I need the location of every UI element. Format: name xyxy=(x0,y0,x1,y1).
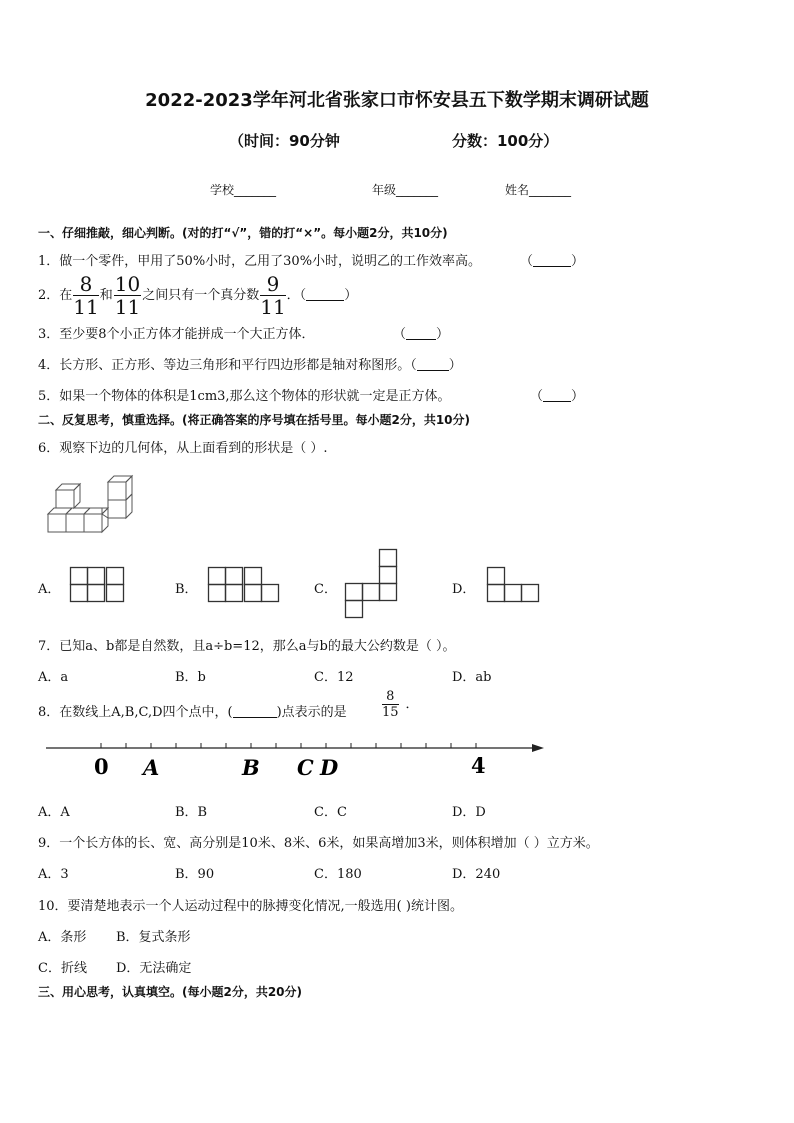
q9-option-a[interactable]: A．3 xyxy=(38,867,69,882)
question-2-and: 和 xyxy=(99,288,113,303)
question-3-answer xyxy=(393,323,449,342)
q6-option-c-label[interactable]: C． xyxy=(314,582,337,597)
q9-option-c[interactable]: C．180 xyxy=(314,867,362,882)
question-1-answer xyxy=(520,250,584,269)
denominator: 15 xyxy=(382,705,399,720)
q10-option-a[interactable]: A．条形 xyxy=(38,930,87,945)
question-3 xyxy=(38,323,315,342)
q7-option-d[interactable]: D．ab xyxy=(452,670,492,685)
question-5-text: 5．如果一个物体的体积是1cm3,那么这个物体的形状就一定是正方体。 xyxy=(38,389,451,404)
point-label-c: C xyxy=(297,755,314,780)
question-4-text: 4．长方形、正方形、等边三角形和平行四边形都是轴对称图形。（ xyxy=(38,358,417,373)
number-line-ticks xyxy=(101,743,476,748)
page-title: 2022-2023学年河北省张家口市怀安县五下数学期末调研试题 xyxy=(145,90,649,111)
q10-option-c[interactable]: C．折线 xyxy=(38,961,87,976)
question-10: 10．要清楚地表示一个人运动过程中的脉搏变化情况,一般选用( )统计图。 xyxy=(38,899,463,914)
denominator: 11 xyxy=(73,295,99,319)
q6-option-d-shape xyxy=(487,567,541,603)
paren-close: ） xyxy=(436,327,450,342)
grade-field: 年级_______ xyxy=(372,183,439,197)
section3-heading: 三、用心思考，认真填空。(每小题2分，共20分) xyxy=(38,985,303,999)
point-label-a: A xyxy=(143,755,160,780)
numerator: 10 xyxy=(114,272,141,296)
fraction-10-11 xyxy=(114,274,141,317)
question-5 xyxy=(38,385,451,404)
q6-option-b-label[interactable]: B． xyxy=(175,582,198,597)
answer-blank[interactable] xyxy=(306,287,344,301)
question-2-prefix: 2．在 xyxy=(38,288,73,303)
q7-option-c[interactable]: C．12 xyxy=(314,670,354,685)
q8-option-b[interactable]: B．B xyxy=(175,805,208,820)
paren-close: ） xyxy=(571,389,585,404)
question-8 xyxy=(38,701,347,720)
q8-option-a[interactable]: A．A xyxy=(38,805,70,820)
q7-option-a[interactable]: A．a xyxy=(38,670,69,685)
period: ． xyxy=(405,697,419,712)
answer-blank[interactable] xyxy=(406,326,436,340)
point-label-b: B xyxy=(242,755,260,780)
question-1-text: 1．做一个零件，甲用了50%小时，乙用了30%小时，说明乙的工作效率高。 xyxy=(38,254,482,269)
answer-blank[interactable] xyxy=(543,388,571,402)
q6-option-c-shape xyxy=(344,549,400,619)
tick-label-0: 0 xyxy=(94,754,109,779)
denominator: 11 xyxy=(260,295,286,319)
section1-heading: 一、仔细推敲，细心判断。(对的打“√”，错的打“×”。每小题2分，共10分) xyxy=(38,226,448,240)
exam-time: （时间：90分钟 xyxy=(229,132,340,150)
paren-open: （ xyxy=(530,389,544,404)
numerator: 8 xyxy=(73,274,98,296)
q6-option-a-label[interactable]: A． xyxy=(38,582,61,597)
question-8-prefix: 8．在数线上A,B,C,D四个点中，( xyxy=(38,705,233,720)
question-2-text: 之间只有一个真分数 xyxy=(142,288,260,303)
paren-open: ．（ xyxy=(286,288,307,303)
point-label-d: D xyxy=(320,755,339,780)
paren-close: ） xyxy=(571,254,585,269)
arrow-right-icon xyxy=(532,744,544,752)
question-1 xyxy=(38,250,481,269)
q8-option-c[interactable]: C．C xyxy=(314,805,347,820)
answer-blank[interactable] xyxy=(533,253,571,267)
q7-option-b[interactable]: B．b xyxy=(175,670,206,685)
school-field: 学校_______ xyxy=(210,183,277,197)
numerator: 8 xyxy=(382,690,399,705)
q8-option-d[interactable]: D．D xyxy=(452,805,486,820)
question-5-answer xyxy=(530,385,584,404)
paren-close: ） xyxy=(344,288,358,303)
number-line xyxy=(46,738,546,784)
q6-option-d-label[interactable]: D． xyxy=(452,582,476,597)
answer-blank[interactable] xyxy=(233,704,277,718)
question-4 xyxy=(38,354,462,373)
question-7: 7．已知a、b都是自然数，且a÷b=12，那么a与b的最大公约数是（ ）。 xyxy=(38,639,456,654)
tick-label-4: 4 xyxy=(471,753,486,778)
paren-open: （ xyxy=(393,327,407,342)
exam-score: 分数：100分） xyxy=(452,132,559,150)
answer-blank[interactable] xyxy=(417,357,449,371)
question-8-text: )点表示的是 xyxy=(276,705,347,720)
q10-option-b[interactable]: B．复式条形 xyxy=(116,930,191,945)
section2-heading: 二、反复思考，慎重选择。(将正确答案的序号填在括号里。每小题2分，共10分) xyxy=(38,413,471,427)
q9-option-b[interactable]: B．90 xyxy=(175,867,215,882)
question-2 xyxy=(38,274,357,317)
name-field: 姓名_______ xyxy=(505,183,572,197)
q10-option-d[interactable]: D．无法确定 xyxy=(116,961,192,976)
denominator: 11 xyxy=(114,295,141,319)
question-3-text: 3．至少要8个小正方体才能拼成一个大正方体． xyxy=(38,327,315,342)
cube-solid-figure xyxy=(46,474,136,536)
q6-option-b-shape xyxy=(208,567,280,603)
question-9: 9．一个长方体的长、宽、高分别是10米、8米、6米，如果高增加3米，则体积增加（ ）立方米。 xyxy=(38,836,599,851)
fraction-8-15 xyxy=(381,690,419,719)
fraction-8-11 xyxy=(73,274,98,317)
q9-option-d[interactable]: D．240 xyxy=(452,867,501,882)
paren-open: （ xyxy=(520,254,534,269)
question-6: 6．观察下边的几何体，从上面看到的形状是（ ）. xyxy=(38,441,328,456)
numerator: 9 xyxy=(260,274,285,296)
q6-option-a-shape xyxy=(70,567,124,603)
fraction-9-11 xyxy=(260,274,285,317)
paren-close: ） xyxy=(448,358,462,373)
